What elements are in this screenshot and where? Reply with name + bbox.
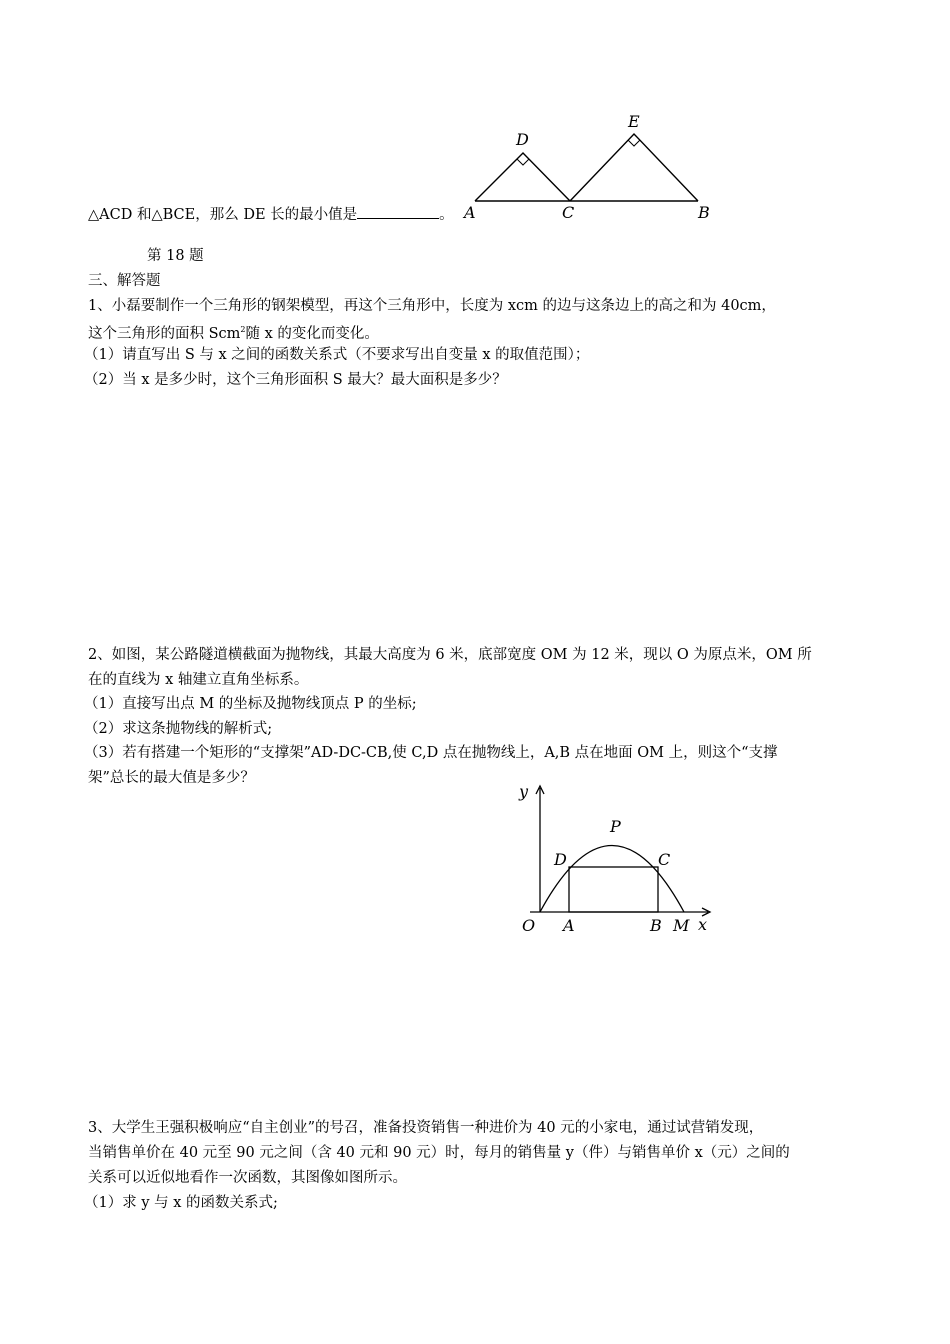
p2-line1: 2、如图，某公路隧道横截面为抛物线，其最大高度为 6 米，底部宽度 OM 为 12 米，现以 O 为原点米，OM 所 (88, 647, 812, 663)
parabola-figure (510, 780, 720, 940)
label-c: C (562, 203, 575, 222)
right-angle-mark-d (517, 159, 529, 165)
p3-sub1: （1）求 y 与 x 的函数关系式; (84, 1195, 278, 1211)
q17-prefix: △ACD 和△BCE，那么 DE 长的最小值是 (88, 207, 358, 223)
label-e: E (628, 112, 640, 131)
p1-sub2: （2）当 x 是多少时，这个三角形面积 S 最大？最大面积是多少？ (84, 372, 507, 388)
right-angle-mark-e (628, 140, 640, 146)
label-b: B (698, 203, 710, 222)
label-a: A (464, 203, 476, 222)
triangle-bce (570, 134, 698, 201)
p2-sub3: （3）若有搭建一个矩形的“支撑架”AD-DC-CB,使 C,D 点在抛物线上，A,B 点在地面 OM 上，则这个“支撑 (84, 745, 778, 761)
p3-line2: 当销售单价在 40 元至 90 元之间（含 40 元和 90 元）时，每月的销售量 y（件）与销售单价 x（元）之间的 (88, 1145, 790, 1161)
p2-line2: 在的直线为 x 轴建立直角坐标系。 (88, 672, 309, 688)
p1-line1: 1、小磊要制作一个三角形的钢架模型，再这个三角形中，长度为 xcm 的边与这条边上的高之和为 40cm， (88, 298, 776, 314)
q17-text (88, 204, 454, 225)
p2-sub1: （1）直接写出点 M 的坐标及抛物线顶点 P 的坐标; (84, 696, 417, 712)
label-p: P (610, 817, 621, 836)
label-m: M (673, 916, 690, 935)
p3-line1: 3、大学生王强积极响应“自主创业”的号召，准备投资销售一种进价为 40 元的小家电，通过试营销发现， (88, 1120, 764, 1136)
p2-sub2: （2）求这条抛物线的解析式; (84, 721, 273, 737)
triangle-acd (475, 153, 570, 201)
label-b: B (650, 916, 662, 935)
q18-caption: 第 18 题 (147, 248, 204, 264)
p1-line2-a: 这个三角形的面积 Scm (88, 325, 241, 342)
q17-suffix: 。 (439, 207, 454, 223)
support-frame (569, 867, 658, 912)
label-d: D (554, 850, 567, 869)
label-c: C (658, 850, 671, 869)
section-title: 三、解答题 (88, 273, 161, 289)
label-o: O (522, 916, 536, 935)
p1-sub1: （1）请直写出 S 与 x 之间的函数关系式（不要求写出自变量 x 的取值范围）； (84, 347, 590, 363)
p1-line2 (88, 320, 379, 344)
label-d: D (516, 130, 529, 149)
p1-line2-sup: 2 (240, 325, 246, 334)
p1-line2-b: 随 x 的变化而变化。 (245, 325, 379, 342)
triangles-figure (460, 110, 720, 225)
label-y: y (519, 782, 529, 801)
label-x: x (698, 915, 708, 934)
p2-sub3b: 架”总长的最大值是多少？ (88, 770, 255, 786)
p3-line3: 关系可以近似地看作一次函数，其图像如图所示。 (88, 1170, 407, 1186)
label-a: A (563, 916, 575, 935)
answer-blank (357, 204, 439, 219)
